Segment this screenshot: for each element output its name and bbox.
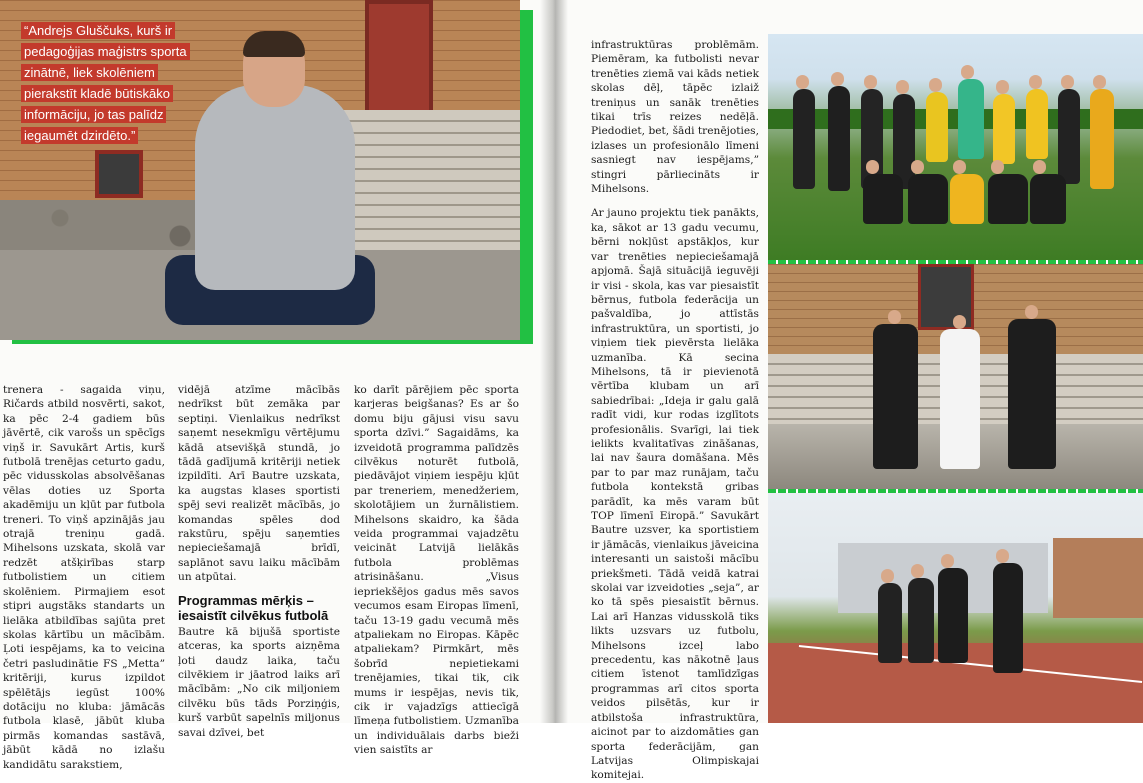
body-paragraph: ko darīt pārējiem pēc sporta karjeras beigšanas? Es ar šo domu biju gājusi visu savu sporta dzīvi.” Sagaidāms, ka izveidotā programma palīdzēs cilvēkus noturēt futbolā, piedāvājot viņiem iespēju kļūt par treneriem, menedžeriem, skolotājiem un žurnālistiem. Mihelsons skaidro, ka šāda veida programmai vajadzētu veicināt Latvijā lielākās futbola problēmas atrisināšanu. „Visus iepriekšējos gadus mēs savos vecumos esam Eiropas līmenī, taču 13-19 gadu vecumā mēs atpaliekam no Eiropas. Kāpēc atpaliekam? Pirmkārt, mēs šobrīd nepietiekami trenējamies, tikai tik, cik mums ir iespējas, nevis tik, cik ir vajadzīgs attiecīgā līmeņa futbolistiem. Uzmanība un individuālais darbs bieži vien saistīts ar	[354, 384, 519, 757]
players-running-photo	[768, 493, 1143, 723]
section-heading: Programmas mērķis – iesaistīt cilvēkus futbolā	[178, 592, 329, 623]
players-on-steps-photo	[768, 264, 1143, 489]
article-column-2	[178, 383, 340, 739]
pull-quote-line: pierakstīt kladē būtiskāko	[21, 85, 173, 102]
team-group-photo	[768, 34, 1143, 260]
pull-quote-line: informāciju, jo tas palīdz	[21, 106, 166, 123]
pull-quote-line: “Andrejs Gluščuks, kurš ir	[21, 22, 175, 39]
coach-portrait-photo	[0, 0, 520, 338]
article-column-4	[591, 38, 759, 782]
pull-quote-line: pedagoģijas maģistrs sporta	[21, 43, 190, 60]
body-paragraph: Ar jauno projektu tiek panākts, ka, sākot ar 13 gadu vecumu, bērni nokļūst apstākļos, kur var trenēties nepieciešamajā apjomā. Šajā situācijā ieguvēji ir visi - skola, kas var piesaistīt bērnus, futbola federācija un pašvaldība, jo attīstās infrastruktūra, un sportisti, jo viņiem tiek pievērsta lielāka uzmanība. Kā secina Mihelsons, tā ir pievienotā vērtība klubam un arī sabiedrībai: „Ideja ir galu galā radīt vidi, kur rodas izglītots profesionālis. Svarīgi, lai tiek ielikts kvalitatīvas zināšanas, lai nav šaura domāšana. Mēs par to par maz runājam, taču futbola kontekstā gribas parādīt, ka mēs varam būt TOP līmenī Eiropā.” Savukārt Bautre uzsver, ka sportistiem ir jāmācās, vienlaikus jāveicina interesanti un saistoši mācību priekšmeti. Tādā veidā katrai skolai var izveidoties „seja”, ar ko tā spēs piesaistīt bērnus. Lai arī Hanzas vidusskolā tiks likts uzsvars uz futbolu, Mihelsons izceļ labo precedentu, kas nākotnē ļaus citiem īstenot tamlīdzīgas programmas arī citos sporta veidos pilsētās, kur ir atbilstoša infrastruktūra, aicinot par to aizdomāties gan sporta federācijām, gan Latvijas Olimpiskajai komitejai.	[591, 207, 759, 782]
pull-quote-line: iegaumēt dzirdēto.”	[21, 127, 138, 144]
pull-quote	[21, 20, 196, 146]
pull-quote-line: zinātnē, liek skolēniem	[21, 64, 158, 81]
body-paragraph: trenera - sagaida viņu, Ričards atbild nosvērti, sakot, ka pēc 2-4 gadiem būs jāvērtē, cik varošs un spēcīgs viņš ir. Savukārt Artis, kurš futbolā trenējas ceturto gadu, pēc vidusskolas absolvēšanas vēlas doties uz Sporta akadēmiju un kļūt par futbola treneri. To viņš apzinājās jau otrajā treniņu gadā. Mihelsons uzskata, skolā var redzēt atšķirības starp futbolistiem un citiem skolēniem. Pirmajiem esot stipri augstāks standarts un lielāka atbildības sajūta pret skolas kārtību un mācībām. Ļoti iespējams, ka to veicina četri pasludinātie FS „Metta” kritēriji, kurus izpildot spēlētājs iegūst 100% dotāciju no kluba: jāmācās futbola klasē, jābūt kluba pirmās komandas sastāvā, jābūt kādā no izlašu kandidātu sarakstiem,	[3, 384, 165, 771]
article-column-3	[354, 383, 519, 757]
body-paragraph: Bautre kā bijušā sportiste atceras, ka sports aizņēma ļoti daudz laika, taču cilvēkiem ir jāatrod laiks arī mācībām: „No cik miljoniem cilvēku būs tāds Porziņģis, kurš varbūt sapelnīs miljonus savai dzīvei, bet	[178, 625, 340, 739]
article-column-1	[3, 383, 165, 771]
body-paragraph: infrastruktūras problēmām. Piemēram, ka futbolisti nevar trenēties ziemā vai kāds netiek skolas dēļ, tāpēc izlaiž treniņus un sanāk trenēties tikai trīs reizes nedēļā. Piedodiet, bet, šādi trenējoties, izlases un profesionālo līmeni sasniegt nav iespējams,” stingri pārliecināts ir Mihelsons.	[591, 39, 759, 196]
page-gutter	[540, 0, 568, 723]
body-paragraph: vidējā atzīme mācībās nedrīkst būt zemāka par septiņi. Vienlaikus nedrīkst saņemt nesekmīgu vērtējumu kādā atsevišķā stundā, jo tādā gadījumā kritēriji netiek izpildīti. Arī Bautre uzskata, ka augstas klases sportisti spēj sevi realizēt mācībās, jo komandas spēles dod rakstūru, spēju saņemties nepieciešamajā brīdī, saplānot savu laiku mācībām un atpūtai.	[178, 384, 340, 584]
